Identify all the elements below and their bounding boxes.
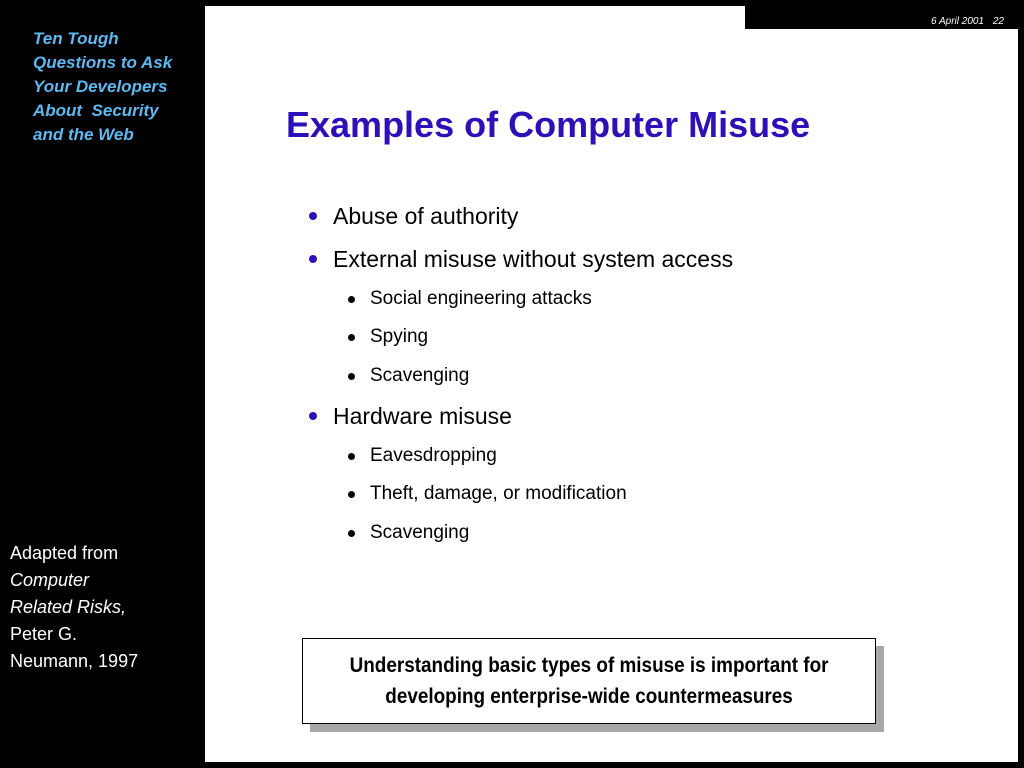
callout-box	[302, 638, 876, 724]
credit-line: Adapted from	[10, 543, 119, 563]
sidebar-title-line: Ten Tough	[33, 29, 119, 48]
sub-bullet-label: Scavenging	[370, 522, 470, 543]
bullet-item	[333, 245, 733, 273]
sub-bullet-item	[370, 521, 469, 545]
sub-bullet-dot-icon	[348, 334, 355, 341]
bullet-dot-icon	[309, 255, 317, 263]
callout-line: Understanding basic types of misuse is important for	[349, 654, 829, 677]
sidebar-title-line: Your Developers	[33, 77, 168, 96]
sub-bullet-label: Eavesdropping	[370, 445, 497, 466]
header-date: 6 April 2001	[931, 16, 984, 27]
sub-bullet-label: Scavenging	[370, 365, 470, 386]
sub-bullet-label: Theft, damage, or modification	[370, 483, 627, 504]
callout-line: developing enterprise-wide countermeasures	[385, 685, 793, 708]
sub-bullet-dot-icon	[348, 530, 355, 537]
bullet-dot-icon	[309, 412, 317, 420]
sub-bullet-label: Social engineering attacks	[370, 288, 592, 309]
bullet-item	[333, 402, 512, 430]
callout-text	[350, 650, 829, 712]
sidebar-title	[33, 27, 203, 147]
sub-bullet-dot-icon	[348, 296, 355, 303]
sub-bullet-item	[370, 287, 592, 311]
bullet-label: Abuse of authority	[333, 203, 519, 229]
sidebar-title-line: and the Web	[33, 125, 134, 144]
sub-bullet-label: Spying	[370, 326, 429, 347]
sub-bullet-item	[370, 325, 428, 349]
sub-bullet-item	[370, 364, 469, 388]
sub-bullet-dot-icon	[348, 373, 355, 380]
sub-bullet-dot-icon	[348, 453, 355, 460]
bullet-label: External misuse without system access	[333, 246, 734, 272]
sidebar-title-line: Questions to Ask	[33, 53, 173, 72]
credit-book-title: Related Risks,	[10, 597, 127, 617]
credit-book-title: Computer	[10, 570, 90, 590]
credit-author-year: Neumann, 1997	[10, 651, 139, 671]
sidebar-title-line: About Security	[33, 101, 159, 120]
header-date-tab	[745, 6, 1018, 29]
sub-bullet-dot-icon	[348, 491, 355, 498]
bullet-item	[333, 202, 518, 230]
source-credit	[10, 540, 190, 675]
sub-bullet-item	[370, 444, 497, 468]
bullet-label: Hardware misuse	[333, 403, 512, 429]
page-number: 22	[992, 16, 1004, 27]
bullet-dot-icon	[309, 212, 317, 220]
sub-bullet-item	[370, 482, 627, 506]
credit-author: Peter G.	[10, 624, 78, 644]
slide-title: Examples of Computer Misuse	[286, 104, 811, 145]
